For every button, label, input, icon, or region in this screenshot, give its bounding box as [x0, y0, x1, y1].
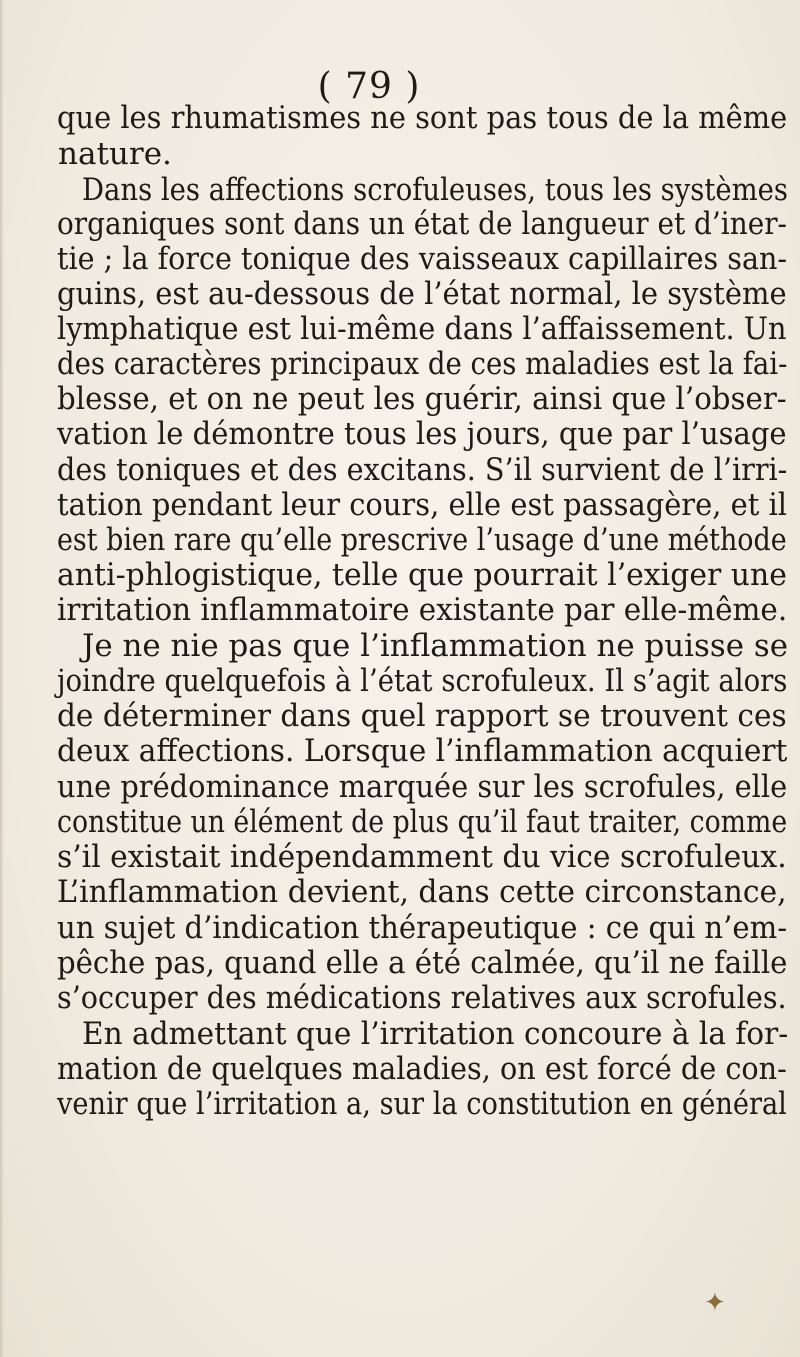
text-line: anti-phlogistique, telle que pourrait l’exiger une — [57, 557, 787, 593]
text-line: une prédominance marquée sur les scrofules, elle — [57, 769, 788, 805]
text-line: deux affections. Lorsque l’inflammation acquiert — [57, 733, 788, 769]
text-line: lymphatique est lui-même dans l’affaissement. Un — [57, 311, 787, 347]
text-line: des toniques et des excitans. S’il survient de l’irri- — [57, 452, 788, 488]
text-line: nature. — [58, 136, 172, 172]
text-line: tation pendant leur cours, elle est passagère, et il — [57, 487, 787, 523]
text-line: que les rhumatismes ne sont pas tous de la même — [57, 100, 788, 136]
text-line: vation le démontre tous les jours, que par l’usage — [57, 416, 787, 452]
text-line: irritation inflammatoire existante par elle-même. — [57, 592, 788, 628]
ink-mark-icon: ✦ — [704, 1288, 726, 1318]
text-line: constitue un élément de plus qu’il faut traiter, comme — [57, 804, 788, 840]
text-line: un sujet d’indication thérapeutique : ce qui n’em- — [57, 910, 788, 946]
text-line: joindre quelquefois à l’état scrofuleux. Il s’agit alors — [57, 663, 788, 699]
text-line: Je ne nie pas que l’inflammation ne puisse se — [82, 628, 789, 664]
text-line: organiques sont dans un état de langueur et d’iner- — [57, 206, 787, 242]
text-line: En admettant que l’irritation concoure à la for- — [82, 1016, 789, 1052]
text-line: blesse, et on ne peut les guérir, ainsi que l’obser- — [57, 381, 787, 417]
text-line: des caractères principaux de ces maladies est la fai- — [57, 346, 788, 382]
text-line: L’inflammation devient, dans cette circonstance, — [57, 874, 787, 910]
page-edge — [0, 0, 4, 1357]
text-line: pêche pas, quand elle a été calmée, qu’il ne faille — [57, 945, 788, 981]
text-line: est bien rare qu’elle prescrive l’usage d’une méthode — [57, 522, 787, 558]
text-line: de déterminer dans quel rapport se trouvent ces — [57, 698, 787, 734]
text-line: guins, est au-dessous de l’état normal, le système — [57, 276, 787, 312]
text-line: Dans les affections scrofuleuses, tous les systèmes — [82, 172, 789, 208]
text-line: s’il existait indépendamment du vice scrofuleux. — [57, 839, 787, 875]
text-line: s’occuper des médications relatives aux scrofules. — [57, 980, 787, 1016]
text-line: mation de quelques maladies, on est forcé de con- — [57, 1051, 787, 1087]
page-number: ( 79 ) — [317, 66, 421, 107]
text-line: venir que l’irritation a, sur la constitution en général — [57, 1086, 787, 1122]
text-line: tie ; la force tonique des vaisseaux capillaires san- — [57, 241, 788, 277]
